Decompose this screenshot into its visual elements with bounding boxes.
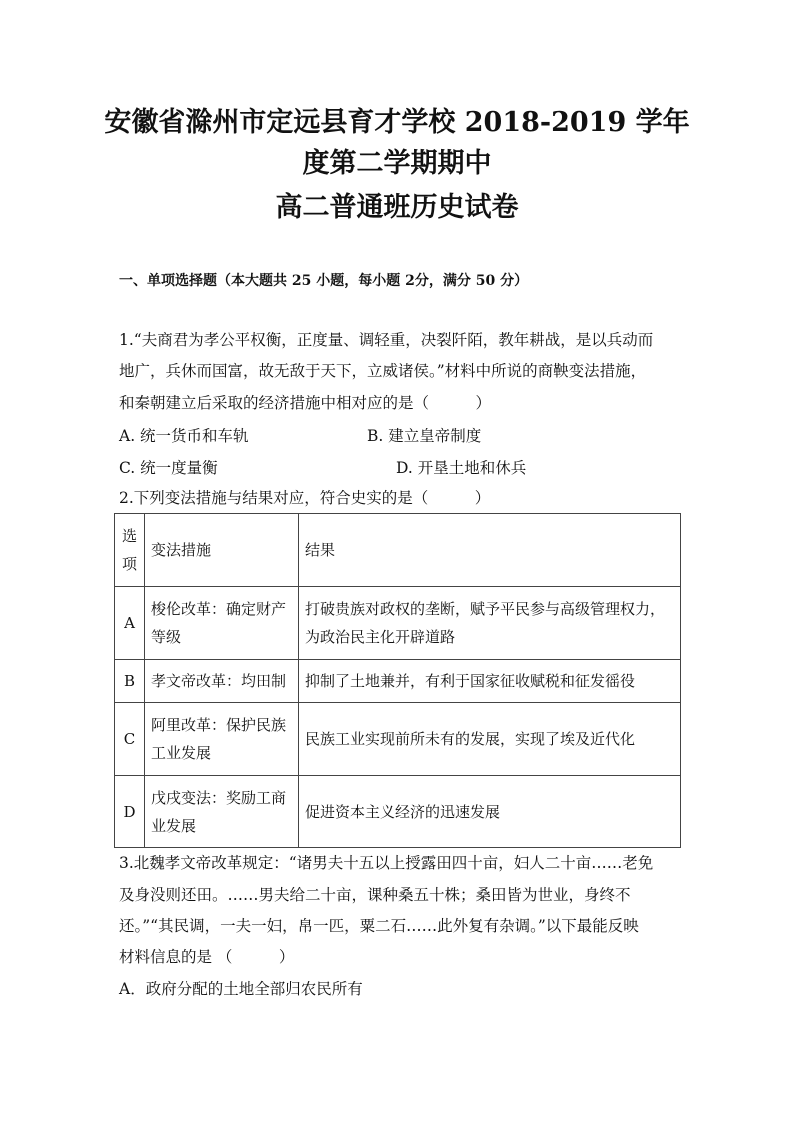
q3-stem-line4: 材料信息的是 （ ）: [119, 948, 295, 966]
header-result: 结果: [299, 514, 681, 587]
q1-stem-line2: 地广，兵休而国富，故无敌于天下，立威诸侯。”材料中所说的商鞅变法措施，: [119, 362, 647, 380]
row-result: 促进资本主义经济的迅速发展: [299, 776, 681, 848]
row-key: D: [115, 776, 145, 848]
exam-title-line3: 高二普通班历史试卷: [275, 192, 519, 223]
row-result: 民族工业实现前所未有的发展，实现了埃及近代化: [299, 703, 681, 776]
q3-stem-line1: 3.北魏孝文帝改革规定：“诸男夫十五以上授露田四十亩，妇人二十亩……老免: [119, 854, 654, 872]
q1-option-b: B. 建立皇帝制度: [367, 427, 482, 445]
table-row: [115, 660, 681, 703]
row-measure: 孝文帝改革：均田制: [145, 660, 299, 703]
q2-table: [114, 513, 681, 848]
row-key: A: [115, 587, 145, 660]
q3-stem-line2: 及身没则还田。……男夫给二十亩，课种桑五十株；桑田皆为世业，身终不: [119, 886, 631, 904]
q1-option-c: C. 统一度量衡: [119, 459, 218, 477]
header-measure: 变法措施: [145, 514, 299, 587]
q3-option-a: A．政府分配的土地全部归农民所有: [119, 980, 363, 998]
exam-title-line2: 度第二学期期中: [302, 148, 492, 179]
row-measure: 戊戌变法：奖励工商业发展: [145, 776, 299, 848]
table-row: [115, 776, 681, 848]
header-option: 选项: [115, 514, 145, 587]
table-row: [115, 587, 681, 660]
section-heading: 一、单项选择题（本大题共 25 小题，每小题 2分，满分 50 分）: [119, 273, 529, 289]
table-row: [115, 703, 681, 776]
q3-stem-line3: 还。”“其民调，一夫一妇，帛一匹，粟二石……此外复有杂调。”以下最能反映: [119, 917, 639, 935]
table-header-row: [115, 514, 681, 587]
row-measure: 阿里改革：保护民族工业发展: [145, 703, 299, 776]
q2-stem: 2.下列变法措施与结果对应，符合史实的是（ ）: [119, 489, 491, 507]
row-measure: 梭伦改革：确定财产等级: [145, 587, 299, 660]
q1-stem-line3: 和秦朝建立后采取的经济措施中相对应的是（ ）: [119, 394, 492, 412]
row-key: C: [115, 703, 145, 776]
q1-option-a: A. 统一货币和车轨: [119, 427, 249, 445]
row-key: B: [115, 660, 145, 703]
exam-title-line1: 安徽省滁州市定远县育才学校 2018-2019 学年: [104, 107, 690, 138]
q1-stem-line1: 1.“夫商君为孝公平权衡，正度量、调轻重，决裂阡陌，教年耕战，是以兵动而: [119, 331, 654, 349]
row-result: 打破贵族对政权的垄断，赋予平民参与高级管理权力，为政治民主化开辟道路: [299, 587, 681, 660]
q1-option-d: D. 开垦土地和休兵: [396, 459, 527, 477]
row-result: 抑制了土地兼并，有利于国家征收赋税和征发徭役: [299, 660, 681, 703]
